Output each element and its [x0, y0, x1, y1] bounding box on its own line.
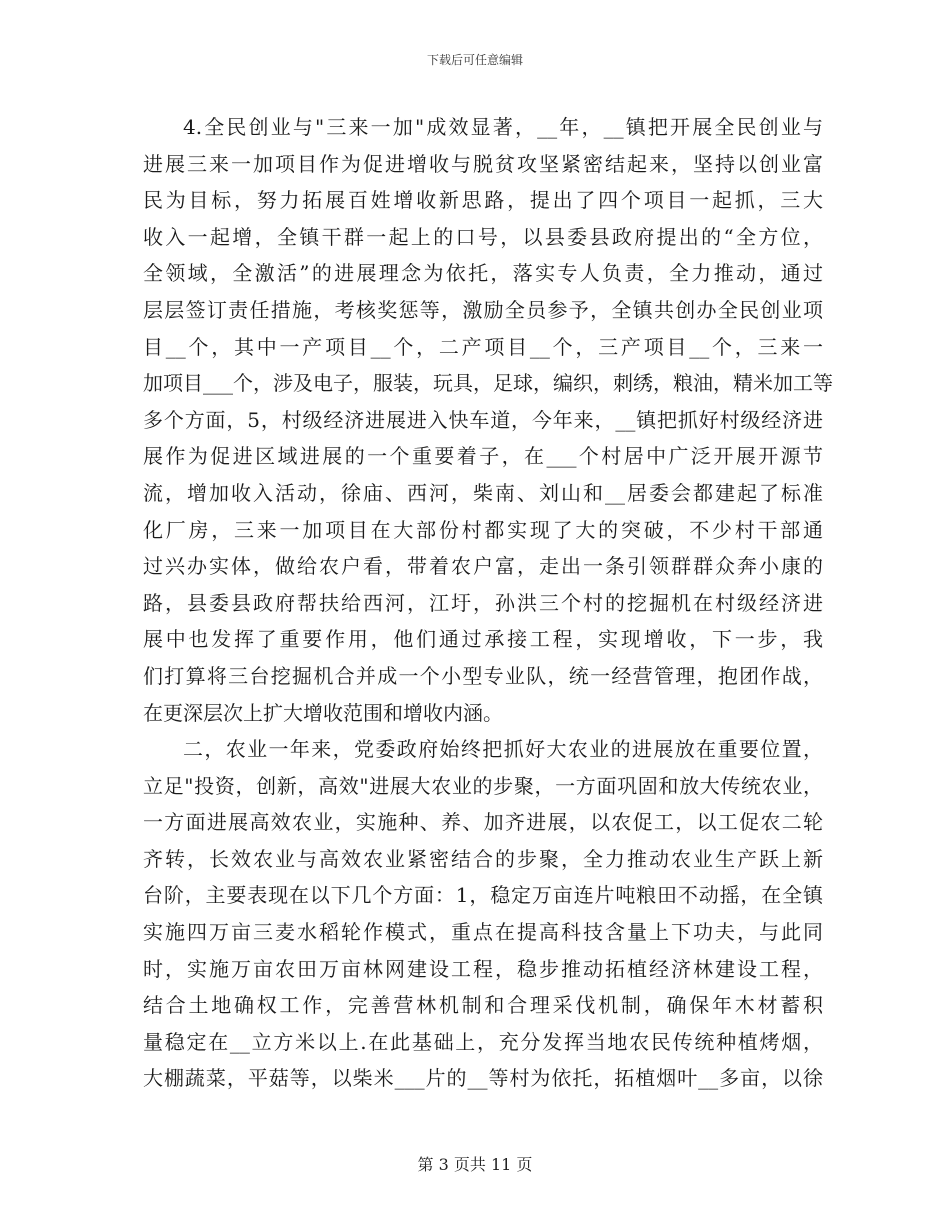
page-header-note: 下载后可任意编辑 — [426, 53, 523, 67]
text-line: 全领域，全激活”的进展理念为依托，落实专人负责，全力推动，通过 — [143, 261, 823, 286]
text-line: 化厂房，三来一加项目在大部份村都实现了大的突破，不少村干部通 — [143, 517, 823, 542]
text-line: 实施四万亩三麦水稻轮作模式，重点在提高科技含量上下功夫，与此同 — [143, 920, 823, 945]
text-line: 齐转，长效农业与高效农业紧密结合的步聚，全力推动农业生产跃上新 — [143, 846, 823, 871]
page-number: 第 3 页共 11 页 — [417, 1155, 533, 1174]
text-line: 多个方面，5，村级经济进展进入快车道，今年来，__镇把抓好村级经济进 — [143, 407, 823, 432]
text-line: 路，县委县政府帮扶给西河，江圩，孙洪三个村的挖掘机在村级经济进 — [143, 590, 823, 615]
text-line: 收入一起增，全镇干群一起上的口号，以县委县政府提出的“全方位， — [143, 224, 823, 249]
text-line: 层层签订责任措施，考核奖惩等，激励全员参予，全镇共创办全民创业项 — [143, 297, 823, 322]
text-line: 展中也发挥了重要作用，他们通过承接工程，实现增收，下一步，我 — [143, 627, 823, 652]
text-line: 台阶，主要表现在以下几个方面：1，稳定万亩连片吨粮田不动摇，在全镇 — [143, 883, 823, 908]
text-line: 时，实施万亩农田万亩林网建设工程，稳步推动拓植经济林建设工程， — [143, 956, 823, 981]
text-line: 二，农业一年来，党委政府始终把抓好大农业的进展放在重要位置， — [183, 737, 823, 762]
text-line: 进展三来一加项目作为促进增收与脱贫攻坚紧密结起来，坚持以创业富 — [143, 151, 823, 176]
text-line: 们打算将三台挖掘机合并成一个小型专业队，统一经营管理，抱团作战， — [143, 663, 823, 688]
text-line: 流，增加收入活动，徐庙、西河，柴南、刘山和__居委会都建起了标准 — [143, 480, 823, 505]
text-line: 民为目标，努力拓展百姓增收新思路，提出了四个项目一起抓，三大 — [143, 188, 823, 213]
text-line: 一方面进展高效农业，实施种、养、加齐进展，以农促工，以工促农二轮 — [143, 810, 823, 835]
paragraph-2 — [143, 731, 823, 1097]
document-body — [143, 109, 833, 1097]
text-line: 加项目___个，涉及电子，服装，玩具，足球，编织，刺绣，粮油，精米加工等 — [143, 371, 833, 396]
text-line: 在更深层次上扩大增收范围和增收内涵。 — [143, 700, 503, 725]
text-line: 立足"投资，创新，高效"进展大农业的步聚，一方面巩固和放大传统农业， — [143, 773, 823, 798]
text-line: 展作为促进区域进展的一个重要着子，在___个村居中广泛开展开源节 — [143, 444, 823, 469]
text-line: 结合土地确权工作，完善营林机制和合理采伐机制，确保年木材蓄积 — [143, 993, 823, 1018]
text-line: 过兴办实体，做给农户看，带着农户富，走出一条引领群群众奔小康的 — [143, 554, 823, 579]
text-line: 目__个，其中一产项目__个，二产项目__个，三产项目__个，三来一 — [143, 334, 823, 359]
text-line: 量稳定在__立方米以上.在此基础上，充分发挥当地农民传统种植烤烟， — [143, 1029, 823, 1054]
text-line: 4.全民创业与"三来一加"成效显著，__年，__镇把开展全民创业与 — [183, 115, 823, 139]
paragraph-1 — [143, 109, 833, 731]
text-line: 大棚蔬菜，平菇等，以柴米___片的__等村为依托，拓植烟叶__多亩，以徐 — [143, 1066, 823, 1091]
